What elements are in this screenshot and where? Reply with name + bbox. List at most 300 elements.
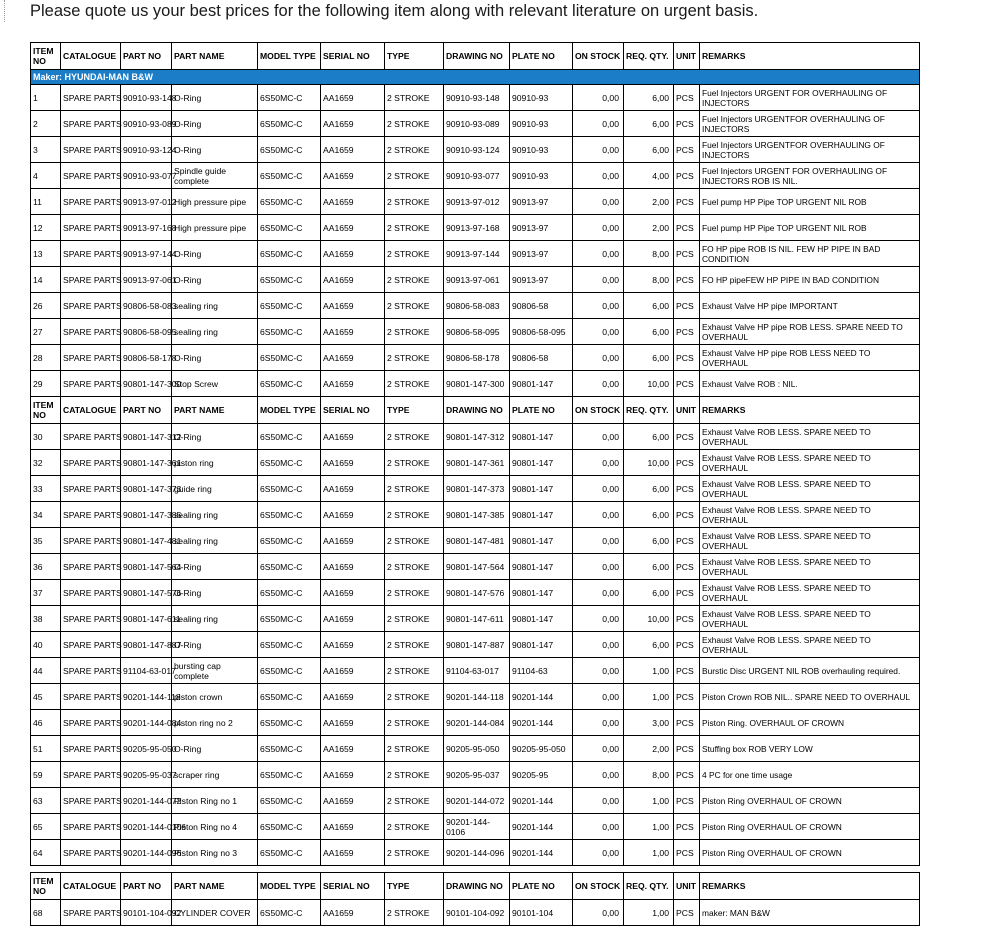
- part-no-cell: 90913-97-144: [121, 241, 172, 267]
- remarks-cell: Fuel Injectors URGENTFOR OVERHAULING OF INJECTORS: [700, 137, 920, 163]
- part-no-cell: 90806-58-178: [121, 345, 172, 371]
- remarks-cell: Exhaust Valve ROB LESS. SPARE NEED TO OVERHAUL: [700, 450, 920, 476]
- column-header-req-qty: REQ. QTY.: [624, 873, 674, 900]
- catalogue-cell: SPARE PARTS: [61, 371, 121, 397]
- unit-cell: PCS: [674, 111, 700, 137]
- model-type-cell: 6S50MC-C: [258, 840, 321, 866]
- remarks-cell: Exhaust Valve ROB LESS. SPARE NEED TO OVERHAUL: [700, 580, 920, 606]
- on-stock-cell: 0,00: [573, 215, 624, 241]
- item-no-cell: 45: [31, 684, 61, 710]
- part-name-cell: sealing ring: [172, 606, 258, 632]
- unit-cell: PCS: [674, 293, 700, 319]
- catalogue-cell: SPARE PARTS: [61, 163, 121, 189]
- type-cell: 2 STROKE: [385, 840, 444, 866]
- part-no-cell: 90801-147-361: [121, 450, 172, 476]
- quote-table-body: [31, 43, 920, 926]
- serial-no-cell: AA1659: [321, 241, 385, 267]
- part-no-cell: 90910-93-148: [121, 85, 172, 111]
- req-qty-cell: 6,00: [624, 85, 674, 111]
- part-name-cell: O-Ring: [172, 554, 258, 580]
- model-type-cell: 6S50MC-C: [258, 554, 321, 580]
- part-name-cell: scraper ring: [172, 762, 258, 788]
- column-header-remarks: REMARKS: [700, 397, 920, 424]
- part-no-cell: 90201-144-0106: [121, 814, 172, 840]
- on-stock-cell: 0,00: [573, 632, 624, 658]
- drawing-no-cell: 90801-147-564: [444, 554, 510, 580]
- plate-no-cell: 90806-58-095: [510, 319, 573, 345]
- table-row: [31, 424, 920, 450]
- unit-cell: PCS: [674, 900, 700, 926]
- part-name-cell: Piston Ring no 4: [172, 814, 258, 840]
- model-type-cell: 6S50MC-C: [258, 293, 321, 319]
- part-no-cell: 90201-144-096: [121, 840, 172, 866]
- part-name-cell: Spindle guide complete: [172, 163, 258, 189]
- catalogue-cell: SPARE PARTS: [61, 241, 121, 267]
- unit-cell: PCS: [674, 371, 700, 397]
- drawing-no-cell: 90910-93-124: [444, 137, 510, 163]
- req-qty-cell: 2,00: [624, 215, 674, 241]
- serial-no-cell: AA1659: [321, 580, 385, 606]
- column-header-on-stock: ON STOCK: [573, 43, 624, 70]
- part-no-cell: 90806-58-095: [121, 319, 172, 345]
- plate-no-cell: 90101-104: [510, 900, 573, 926]
- drawing-no-cell: 90801-147-481: [444, 528, 510, 554]
- part-no-cell: 90205-95-037: [121, 762, 172, 788]
- type-cell: 2 STROKE: [385, 814, 444, 840]
- plate-no-cell: 90801-147: [510, 632, 573, 658]
- plate-no-cell: 90910-93: [510, 163, 573, 189]
- plate-no-cell: 90205-95: [510, 762, 573, 788]
- item-no-cell: 44: [31, 658, 61, 684]
- drawing-no-cell: 90801-147-887: [444, 632, 510, 658]
- catalogue-cell: SPARE PARTS: [61, 554, 121, 580]
- catalogue-cell: SPARE PARTS: [61, 632, 121, 658]
- column-header-drawing-no: DRAWING NO: [444, 873, 510, 900]
- req-qty-cell: 8,00: [624, 267, 674, 293]
- plate-no-cell: 90205-95-050: [510, 736, 573, 762]
- item-no-cell: 37: [31, 580, 61, 606]
- column-header-unit: UNIT: [674, 397, 700, 424]
- model-type-cell: 6S50MC-C: [258, 215, 321, 241]
- remarks-cell: Fuel Injectors URGENT FOR OVERHAULING OF INJECTORS ROB IS NIL.: [700, 163, 920, 189]
- part-no-cell: 90801-147-564: [121, 554, 172, 580]
- serial-no-cell: AA1659: [321, 215, 385, 241]
- part-no-cell: 90806-58-083: [121, 293, 172, 319]
- table-row: [31, 502, 920, 528]
- catalogue-cell: SPARE PARTS: [61, 900, 121, 926]
- part-name-cell: High pressure pipe: [172, 189, 258, 215]
- column-header-model-type: MODEL TYPE: [258, 397, 321, 424]
- drawing-no-cell: 91104-63-017: [444, 658, 510, 684]
- unit-cell: PCS: [674, 502, 700, 528]
- on-stock-cell: 0,00: [573, 319, 624, 345]
- table-row: [31, 840, 920, 866]
- type-cell: 2 STROKE: [385, 189, 444, 215]
- model-type-cell: 6S50MC-C: [258, 684, 321, 710]
- part-name-cell: sealing ring: [172, 319, 258, 345]
- item-no-cell: 34: [31, 502, 61, 528]
- drawing-no-cell: 90806-58-178: [444, 345, 510, 371]
- model-type-cell: 6S50MC-C: [258, 267, 321, 293]
- remarks-cell: FO HP pipe ROB IS NIL. FEW HP PIPE IN BAD CONDITION: [700, 241, 920, 267]
- on-stock-cell: 0,00: [573, 111, 624, 137]
- drawing-no-cell: 90205-95-037: [444, 762, 510, 788]
- part-name-cell: Piston Ring no 3: [172, 840, 258, 866]
- type-cell: 2 STROKE: [385, 293, 444, 319]
- req-qty-cell: 6,00: [624, 424, 674, 450]
- column-header-part-name: PART NAME: [172, 397, 258, 424]
- req-qty-cell: 6,00: [624, 580, 674, 606]
- serial-no-cell: AA1659: [321, 137, 385, 163]
- on-stock-cell: 0,00: [573, 900, 624, 926]
- item-no-cell: 29: [31, 371, 61, 397]
- type-cell: 2 STROKE: [385, 762, 444, 788]
- table-row: [31, 736, 920, 762]
- part-name-cell: O-Ring: [172, 632, 258, 658]
- catalogue-cell: SPARE PARTS: [61, 840, 121, 866]
- column-header-remarks: REMARKS: [700, 873, 920, 900]
- plate-no-cell: 90801-147: [510, 371, 573, 397]
- catalogue-cell: SPARE PARTS: [61, 788, 121, 814]
- part-no-cell: 90801-147-312: [121, 424, 172, 450]
- catalogue-cell: SPARE PARTS: [61, 710, 121, 736]
- column-header-type: TYPE: [385, 397, 444, 424]
- serial-no-cell: AA1659: [321, 111, 385, 137]
- drawing-no-cell: 90910-93-077: [444, 163, 510, 189]
- catalogue-cell: SPARE PARTS: [61, 450, 121, 476]
- item-no-cell: 32: [31, 450, 61, 476]
- column-header-drawing-no: DRAWING NO: [444, 43, 510, 70]
- table-row: [31, 554, 920, 580]
- catalogue-cell: SPARE PARTS: [61, 189, 121, 215]
- req-qty-cell: 10,00: [624, 450, 674, 476]
- table-row: [31, 450, 920, 476]
- remarks-cell: Exhaust Valve ROB LESS. SPARE NEED TO OVERHAUL: [700, 424, 920, 450]
- req-qty-cell: 8,00: [624, 762, 674, 788]
- unit-cell: PCS: [674, 241, 700, 267]
- unit-cell: PCS: [674, 450, 700, 476]
- part-no-cell: 90801-147-373: [121, 476, 172, 502]
- column-header-catalogue: CATALOGUE: [61, 873, 121, 900]
- remarks-cell: Exhaust Valve HP pipe ROB LESS. SPARE NEED TO OVERHAUL: [700, 319, 920, 345]
- req-qty-cell: 6,00: [624, 293, 674, 319]
- on-stock-cell: 0,00: [573, 788, 624, 814]
- unit-cell: PCS: [674, 736, 700, 762]
- model-type-cell: 6S50MC-C: [258, 476, 321, 502]
- on-stock-cell: 0,00: [573, 241, 624, 267]
- table-row: [31, 606, 920, 632]
- on-stock-cell: 0,00: [573, 371, 624, 397]
- model-type-cell: 6S50MC-C: [258, 736, 321, 762]
- unit-cell: PCS: [674, 137, 700, 163]
- table-row: [31, 137, 920, 163]
- quote-table: [30, 42, 920, 926]
- req-qty-cell: 6,00: [624, 319, 674, 345]
- column-header-row: [31, 397, 920, 424]
- item-no-cell: 64: [31, 840, 61, 866]
- on-stock-cell: 0,00: [573, 163, 624, 189]
- serial-no-cell: AA1659: [321, 502, 385, 528]
- column-header-item-no: ITEM NO: [31, 873, 61, 900]
- req-qty-cell: 6,00: [624, 502, 674, 528]
- model-type-cell: 6S50MC-C: [258, 241, 321, 267]
- column-header-on-stock: ON STOCK: [573, 873, 624, 900]
- type-cell: 2 STROKE: [385, 632, 444, 658]
- part-name-cell: sealing ring: [172, 293, 258, 319]
- model-type-cell: 6S50MC-C: [258, 163, 321, 189]
- part-name-cell: O-Ring: [172, 736, 258, 762]
- unit-cell: PCS: [674, 424, 700, 450]
- type-cell: 2 STROKE: [385, 788, 444, 814]
- serial-no-cell: AA1659: [321, 684, 385, 710]
- part-name-cell: CYLINDER COVER: [172, 900, 258, 926]
- serial-no-cell: AA1659: [321, 814, 385, 840]
- type-cell: 2 STROKE: [385, 736, 444, 762]
- plate-no-cell: 91104-63: [510, 658, 573, 684]
- unit-cell: PCS: [674, 267, 700, 293]
- table-row: [31, 189, 920, 215]
- catalogue-cell: SPARE PARTS: [61, 736, 121, 762]
- unit-cell: PCS: [674, 762, 700, 788]
- part-name-cell: O-Ring: [172, 267, 258, 293]
- catalogue-cell: SPARE PARTS: [61, 85, 121, 111]
- table-row: [31, 319, 920, 345]
- model-type-cell: 6S50MC-C: [258, 345, 321, 371]
- part-name-cell: piston ring no 2: [172, 710, 258, 736]
- part-no-cell: 90910-93-124: [121, 137, 172, 163]
- catalogue-cell: SPARE PARTS: [61, 762, 121, 788]
- model-type-cell: 6S50MC-C: [258, 632, 321, 658]
- unit-cell: PCS: [674, 319, 700, 345]
- column-header-row: [31, 873, 920, 900]
- unit-cell: PCS: [674, 684, 700, 710]
- req-qty-cell: 1,00: [624, 658, 674, 684]
- on-stock-cell: 0,00: [573, 580, 624, 606]
- item-no-cell: 51: [31, 736, 61, 762]
- plate-no-cell: 90913-97: [510, 189, 573, 215]
- item-no-cell: 38: [31, 606, 61, 632]
- remarks-cell: Piston Crown ROB NIL.. SPARE NEED TO OVERHAUL: [700, 684, 920, 710]
- plate-no-cell: 90801-147: [510, 476, 573, 502]
- drawing-no-cell: 90801-147-385: [444, 502, 510, 528]
- unit-cell: PCS: [674, 345, 700, 371]
- table-row: [31, 293, 920, 319]
- column-header-serial-no: SERIAL NO: [321, 397, 385, 424]
- type-cell: 2 STROKE: [385, 684, 444, 710]
- model-type-cell: 6S50MC-C: [258, 319, 321, 345]
- item-no-cell: 28: [31, 345, 61, 371]
- column-header-type: TYPE: [385, 43, 444, 70]
- drawing-no-cell: 90910-93-148: [444, 85, 510, 111]
- serial-no-cell: AA1659: [321, 554, 385, 580]
- serial-no-cell: AA1659: [321, 424, 385, 450]
- on-stock-cell: 0,00: [573, 554, 624, 580]
- serial-no-cell: AA1659: [321, 762, 385, 788]
- remarks-cell: Fuel Injectors URGENTFOR OVERHAULING OF INJECTORS: [700, 111, 920, 137]
- on-stock-cell: 0,00: [573, 684, 624, 710]
- on-stock-cell: 0,00: [573, 736, 624, 762]
- plate-no-cell: 90910-93: [510, 111, 573, 137]
- item-no-cell: 26: [31, 293, 61, 319]
- drawing-no-cell: 90913-97-168: [444, 215, 510, 241]
- unit-cell: PCS: [674, 528, 700, 554]
- catalogue-cell: SPARE PARTS: [61, 580, 121, 606]
- req-qty-cell: 2,00: [624, 736, 674, 762]
- part-no-cell: 90913-97-061: [121, 267, 172, 293]
- catalogue-cell: SPARE PARTS: [61, 111, 121, 137]
- serial-no-cell: AA1659: [321, 293, 385, 319]
- serial-no-cell: AA1659: [321, 658, 385, 684]
- part-name-cell: O-Ring: [172, 424, 258, 450]
- req-qty-cell: 1,00: [624, 788, 674, 814]
- req-qty-cell: 6,00: [624, 137, 674, 163]
- catalogue-cell: SPARE PARTS: [61, 528, 121, 554]
- on-stock-cell: 0,00: [573, 137, 624, 163]
- serial-no-cell: AA1659: [321, 267, 385, 293]
- model-type-cell: 6S50MC-C: [258, 450, 321, 476]
- item-no-cell: 65: [31, 814, 61, 840]
- plate-no-cell: 90801-147: [510, 580, 573, 606]
- model-type-cell: 6S50MC-C: [258, 528, 321, 554]
- remarks-cell: FO HP pipeFEW HP PIPE IN BAD CONDITION: [700, 267, 920, 293]
- serial-no-cell: AA1659: [321, 345, 385, 371]
- catalogue-cell: SPARE PARTS: [61, 345, 121, 371]
- column-header-catalogue: CATALOGUE: [61, 397, 121, 424]
- remarks-cell: Piston Ring OVERHAUL OF CROWN: [700, 788, 920, 814]
- table-row: [31, 762, 920, 788]
- catalogue-cell: SPARE PARTS: [61, 658, 121, 684]
- catalogue-cell: SPARE PARTS: [61, 814, 121, 840]
- req-qty-cell: 10,00: [624, 606, 674, 632]
- unit-cell: PCS: [674, 554, 700, 580]
- serial-no-cell: AA1659: [321, 189, 385, 215]
- req-qty-cell: 10,00: [624, 371, 674, 397]
- req-qty-cell: 3,00: [624, 710, 674, 736]
- catalogue-cell: SPARE PARTS: [61, 215, 121, 241]
- part-no-cell: 90101-104-092: [121, 900, 172, 926]
- part-name-cell: piston crown: [172, 684, 258, 710]
- part-name-cell: O-Ring: [172, 345, 258, 371]
- type-cell: 2 STROKE: [385, 424, 444, 450]
- on-stock-cell: 0,00: [573, 528, 624, 554]
- part-no-cell: 90201-144-084: [121, 710, 172, 736]
- model-type-cell: 6S50MC-C: [258, 788, 321, 814]
- serial-no-cell: AA1659: [321, 528, 385, 554]
- item-no-cell: 40: [31, 632, 61, 658]
- column-header-part-no: PART NO: [121, 43, 172, 70]
- serial-no-cell: AA1659: [321, 163, 385, 189]
- type-cell: 2 STROKE: [385, 267, 444, 293]
- table-row: [31, 710, 920, 736]
- remarks-cell: Exhaust Valve ROB LESS. SPARE NEED TO OVERHAUL: [700, 476, 920, 502]
- item-no-cell: 4: [31, 163, 61, 189]
- model-type-cell: 6S50MC-C: [258, 580, 321, 606]
- part-name-cell: guide ring: [172, 476, 258, 502]
- on-stock-cell: 0,00: [573, 476, 624, 502]
- plate-no-cell: 90806-58: [510, 293, 573, 319]
- item-no-cell: 30: [31, 424, 61, 450]
- remarks-cell: Piston Ring OVERHAUL OF CROWN: [700, 814, 920, 840]
- part-name-cell: piston ring: [172, 450, 258, 476]
- drawing-no-cell: 90801-147-611: [444, 606, 510, 632]
- table-row: [31, 788, 920, 814]
- req-qty-cell: 2,00: [624, 189, 674, 215]
- table-row: [31, 528, 920, 554]
- remarks-cell: Piston Ring OVERHAUL OF CROWN: [700, 840, 920, 866]
- column-header-plate-no: PLATE NO: [510, 397, 573, 424]
- plate-no-cell: 90801-147: [510, 450, 573, 476]
- plate-no-cell: 90910-93: [510, 137, 573, 163]
- column-header-req-qty: REQ. QTY.: [624, 43, 674, 70]
- remarks-cell: 4 PC for one time usage: [700, 762, 920, 788]
- part-no-cell: 90913-97-168: [121, 215, 172, 241]
- unit-cell: PCS: [674, 215, 700, 241]
- table-row: [31, 85, 920, 111]
- model-type-cell: 6S50MC-C: [258, 189, 321, 215]
- item-no-cell: 3: [31, 137, 61, 163]
- maker-label: Maker: HYUNDAI-MAN B&W: [31, 70, 920, 85]
- model-type-cell: 6S50MC-C: [258, 710, 321, 736]
- remarks-cell: Fuel pump HP Pipe TOP URGENT NIL ROB: [700, 189, 920, 215]
- drawing-no-cell: 90801-147-576: [444, 580, 510, 606]
- table-row: [31, 684, 920, 710]
- plate-no-cell: 90201-144: [510, 814, 573, 840]
- column-header-drawing-no: DRAWING NO: [444, 397, 510, 424]
- serial-no-cell: AA1659: [321, 476, 385, 502]
- part-name-cell: O-Ring: [172, 85, 258, 111]
- part-no-cell: 90205-95-050: [121, 736, 172, 762]
- req-qty-cell: 1,00: [624, 814, 674, 840]
- item-no-cell: 59: [31, 762, 61, 788]
- column-header-serial-no: SERIAL NO: [321, 43, 385, 70]
- part-name-cell: Piston Ring no 1: [172, 788, 258, 814]
- type-cell: 2 STROKE: [385, 345, 444, 371]
- model-type-cell: 6S50MC-C: [258, 606, 321, 632]
- remarks-cell: Exhaust Valve ROB : NIL.: [700, 371, 920, 397]
- serial-no-cell: AA1659: [321, 371, 385, 397]
- on-stock-cell: 0,00: [573, 424, 624, 450]
- plate-no-cell: 90913-97: [510, 241, 573, 267]
- on-stock-cell: 0,00: [573, 658, 624, 684]
- drawing-no-cell: 90806-58-083: [444, 293, 510, 319]
- on-stock-cell: 0,00: [573, 710, 624, 736]
- unit-cell: PCS: [674, 632, 700, 658]
- unit-cell: PCS: [674, 163, 700, 189]
- drawing-no-cell: 90913-97-012: [444, 189, 510, 215]
- type-cell: 2 STROKE: [385, 710, 444, 736]
- drawing-no-cell: 90201-144-0106: [444, 814, 510, 840]
- column-header-part-name: PART NAME: [172, 873, 258, 900]
- plate-no-cell: 90801-147: [510, 606, 573, 632]
- table-row: [31, 371, 920, 397]
- column-header-unit: UNIT: [674, 873, 700, 900]
- remarks-cell: Exhaust Valve ROB LESS. SPARE NEED TO OVERHAUL: [700, 528, 920, 554]
- item-no-cell: 13: [31, 241, 61, 267]
- type-cell: 2 STROKE: [385, 319, 444, 345]
- remarks-cell: maker: MAN B&W: [700, 900, 920, 926]
- item-no-cell: 1: [31, 85, 61, 111]
- on-stock-cell: 0,00: [573, 345, 624, 371]
- type-cell: 2 STROKE: [385, 580, 444, 606]
- column-header-model-type: MODEL TYPE: [258, 873, 321, 900]
- type-cell: 2 STROKE: [385, 528, 444, 554]
- part-name-cell: sealing ring: [172, 502, 258, 528]
- unit-cell: PCS: [674, 814, 700, 840]
- part-name-cell: O-Ring: [172, 137, 258, 163]
- table-row: [31, 163, 920, 189]
- type-cell: 2 STROKE: [385, 85, 444, 111]
- plate-no-cell: 90801-147: [510, 528, 573, 554]
